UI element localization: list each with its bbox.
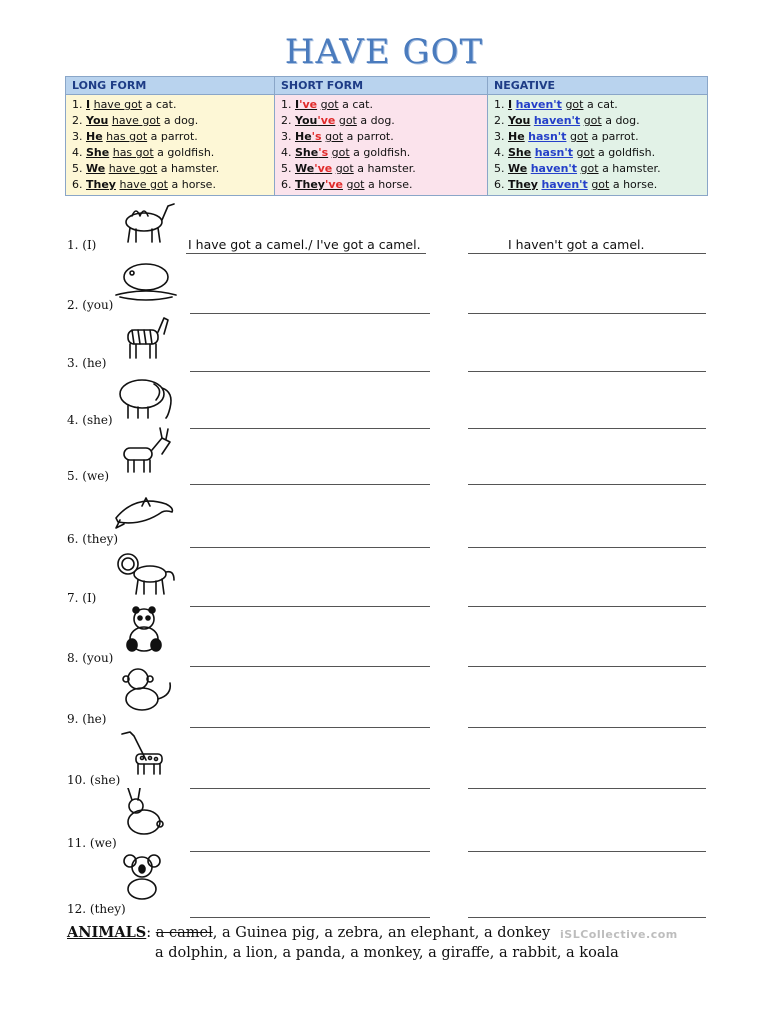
sentence-object: a hamster. [598, 162, 661, 175]
exercise-label: 10. (she) [67, 773, 121, 787]
sentence-negative-verb: haven't [530, 162, 578, 175]
exercise-label: 12. (they) [67, 902, 126, 916]
long-form-answer-line[interactable] [190, 428, 430, 429]
sentence-contraction: 've [317, 114, 336, 127]
header-long-form: LONG FORM [66, 77, 275, 95]
negative-sentence [494, 177, 701, 193]
sentence-verb: have got [111, 114, 161, 127]
long-form-answer-line[interactable] [190, 547, 430, 548]
sentence-object: a hamster. [353, 162, 416, 175]
negative-answer-line[interactable] [468, 788, 706, 789]
long-form-answer-line[interactable] [190, 313, 430, 314]
sentence-subject: You've [295, 114, 336, 127]
long-form-answer-line[interactable] [190, 666, 430, 667]
sentence-number: 1. [281, 98, 295, 111]
sentence-number: 3. [281, 130, 295, 143]
exercise-label: 5. (we) [67, 469, 109, 483]
animals-line1: , a Guinea pig, a zebra, an elephant, a donkey [212, 925, 551, 941]
koala-icon [112, 851, 178, 907]
animals-word-bank [67, 923, 619, 963]
page-title: HAVE GOT [284, 32, 484, 72]
sentence-object: a cat. [142, 98, 177, 111]
exercise-label: 3. (he) [67, 356, 107, 370]
forms-table [65, 76, 708, 196]
sentence-number: 6. [281, 178, 295, 191]
sentence-subject: I've [295, 98, 318, 111]
sentence-number: 5. [72, 162, 86, 175]
sentence-subject: He [86, 130, 103, 143]
zebra-icon [112, 312, 178, 368]
sentence-subject: I [86, 98, 91, 111]
long-form-answer-line[interactable] [190, 788, 430, 789]
negative-answer: I haven't got a camel. [508, 237, 645, 252]
sentence-object: a goldfish. [349, 146, 411, 159]
sentence-contraction: 've [314, 162, 333, 175]
lion-icon [112, 548, 178, 604]
negative-sentence [494, 129, 701, 145]
sentence-negative-verb: haven't [541, 178, 588, 191]
negative-answer-line[interactable] [468, 727, 706, 728]
negative-answer-line[interactable] [468, 371, 706, 372]
sentence-subject: He's [295, 130, 322, 143]
sentence-number: 4. [494, 146, 508, 159]
sentence-number: 2. [72, 114, 86, 127]
short-form-sentence [281, 145, 481, 161]
camel-icon [112, 196, 178, 252]
negative-answer-line[interactable] [468, 547, 706, 548]
sentence-object: a horse. [364, 178, 413, 191]
sentence-object: a cat. [583, 98, 618, 111]
sentence-number: 4. [72, 146, 86, 159]
sentence-negative-verb: hasn't [534, 146, 573, 159]
sentence-contraction: 've [324, 178, 343, 191]
sentence-verb: got [331, 146, 350, 159]
sentence-number: 5. [494, 162, 508, 175]
long-form-sentence [72, 145, 268, 161]
sentence-number: 5. [281, 162, 295, 175]
rabbit-icon [112, 788, 178, 844]
watermark: iSLCollective.com [560, 928, 678, 941]
negative-sentence [494, 161, 701, 177]
negative-answer-line[interactable] [468, 313, 706, 314]
elephant-icon [112, 372, 178, 428]
sentence-number: 1. [494, 98, 508, 111]
sentence-negative-verb: haven't [515, 98, 562, 111]
sentence-verb: got [576, 146, 595, 159]
negative-answer-line[interactable] [468, 253, 706, 254]
negative-answer-line[interactable] [468, 666, 706, 667]
negative-answer-line[interactable] [468, 428, 706, 429]
giraffe-icon [112, 726, 178, 782]
sentence-subject: We [86, 162, 106, 175]
forms-header-row [66, 77, 708, 95]
sentence-verb: has got [106, 130, 148, 143]
sentence-negative-verb: hasn't [528, 130, 567, 143]
sentence-number: 1. [72, 98, 86, 111]
exercise-label: 4. (she) [67, 413, 113, 427]
exercise-label: 11. (we) [67, 836, 117, 850]
sentence-subject: I [508, 98, 513, 111]
sentence-verb: got [580, 162, 599, 175]
sentence-subject: We've [295, 162, 333, 175]
sentence-verb: got [335, 162, 354, 175]
sentence-number: 2. [281, 114, 295, 127]
sentence-verb: got [569, 130, 588, 143]
sentence-object: a cat. [338, 98, 373, 111]
guinea-pig-icon [112, 255, 178, 311]
sentence-verb: got [565, 98, 584, 111]
sentence-subject: They've [295, 178, 343, 191]
sentence-verb: got [338, 114, 357, 127]
sentence-subject: She's [295, 146, 329, 159]
short-form-sentence [281, 177, 481, 193]
long-form-answer-line[interactable] [190, 606, 430, 607]
header-negative: NEGATIVE [488, 77, 708, 95]
sentence-subject: They [86, 178, 116, 191]
short-form-column [275, 95, 488, 196]
long-form-answer-line[interactable] [190, 917, 430, 918]
sentence-number: 6. [494, 178, 508, 191]
short-form-sentence [281, 113, 481, 129]
sentence-object: a hamster. [157, 162, 220, 175]
exercise-label: 7. (I) [67, 591, 97, 605]
sentence-verb: have got [119, 178, 168, 191]
animals-colon: : [146, 925, 152, 941]
sentence-object: a goldfish. [594, 146, 656, 159]
negative-answer-line[interactable] [468, 606, 706, 607]
sentence-verb: has got [112, 146, 154, 159]
sentence-object: a goldfish. [153, 146, 215, 159]
exercise-label: 1. (I) [67, 238, 97, 252]
sentence-number: 6. [72, 178, 86, 191]
sentence-verb: got [591, 178, 610, 191]
header-short-form: SHORT FORM [275, 77, 488, 95]
sentence-object: a parrot. [343, 130, 394, 143]
long-form-answer-line[interactable] [190, 851, 430, 852]
sentence-verb: got [325, 130, 344, 143]
sentence-verb: got [583, 114, 602, 127]
forms-body-row [66, 95, 708, 196]
sentence-contraction: 's [318, 146, 329, 159]
sentence-object: a parrot. [147, 130, 198, 143]
sentence-subject: We [508, 162, 528, 175]
short-form-sentence [281, 97, 481, 113]
sentence-number: 2. [494, 114, 508, 127]
long-form-sentence [72, 161, 268, 177]
negative-sentence [494, 113, 701, 129]
long-form-sentence [72, 177, 268, 193]
sentence-subject: You [86, 114, 109, 127]
exercise-label: 2. (you) [67, 298, 114, 312]
sentence-verb: got [320, 98, 339, 111]
animals-struck-item: a camel [155, 925, 213, 941]
sentence-object: a parrot. [587, 130, 639, 143]
negative-answer-line[interactable] [468, 851, 706, 852]
sentence-object: a horse. [167, 178, 216, 191]
sentence-subject: He [508, 130, 525, 143]
sentence-subject: She [86, 146, 110, 159]
long-form-answer-line[interactable] [190, 484, 430, 485]
sentence-negative-verb: haven't [533, 114, 581, 127]
exercise-label: 8. (you) [67, 651, 114, 665]
sentence-contraction: 's [311, 130, 322, 143]
sentence-object: a horse. [609, 178, 658, 191]
animals-line2: a dolphin, a lion, a panda, a monkey, a giraffe, a rabbit, a koala [155, 945, 619, 961]
sentence-number: 3. [72, 130, 86, 143]
long-form-column [66, 95, 275, 196]
sentence-object: a dog. [160, 114, 199, 127]
sentence-subject: She [508, 146, 532, 159]
sentence-verb: have got [108, 162, 158, 175]
panda-icon [112, 605, 178, 661]
sentence-verb: got [346, 178, 365, 191]
dolphin-icon [112, 488, 178, 544]
long-form-answer: I have got a camel./ I've got a camel. [188, 237, 421, 252]
negative-answer-line[interactable] [468, 484, 706, 485]
long-form-sentence [72, 129, 268, 145]
long-form-sentence [72, 97, 268, 113]
negative-sentence [494, 97, 701, 113]
sentence-subject: They [508, 178, 538, 191]
exercise-label: 6. (they) [67, 532, 119, 546]
exercise-label: 9. (he) [67, 712, 107, 726]
sentence-contraction: 've [299, 98, 318, 111]
negative-sentence [494, 145, 701, 161]
donkey-icon [112, 426, 178, 482]
sentence-number: 3. [494, 130, 508, 143]
short-form-sentence [281, 129, 481, 145]
short-form-sentence [281, 161, 481, 177]
monkey-icon [112, 665, 178, 721]
long-form-answer-line[interactable] [190, 727, 430, 728]
sentence-subject: You [508, 114, 531, 127]
sentence-verb: have got [93, 98, 143, 111]
sentence-object: a dog. [356, 114, 395, 127]
negative-answer-line[interactable] [468, 917, 706, 918]
long-form-answer-line[interactable] [186, 253, 426, 254]
sentence-object: a dog. [601, 114, 640, 127]
animals-heading: ANIMALS [67, 924, 147, 941]
sentence-number: 4. [281, 146, 295, 159]
long-form-answer-line[interactable] [190, 371, 430, 372]
long-form-sentence [72, 113, 268, 129]
negative-column [488, 95, 708, 196]
